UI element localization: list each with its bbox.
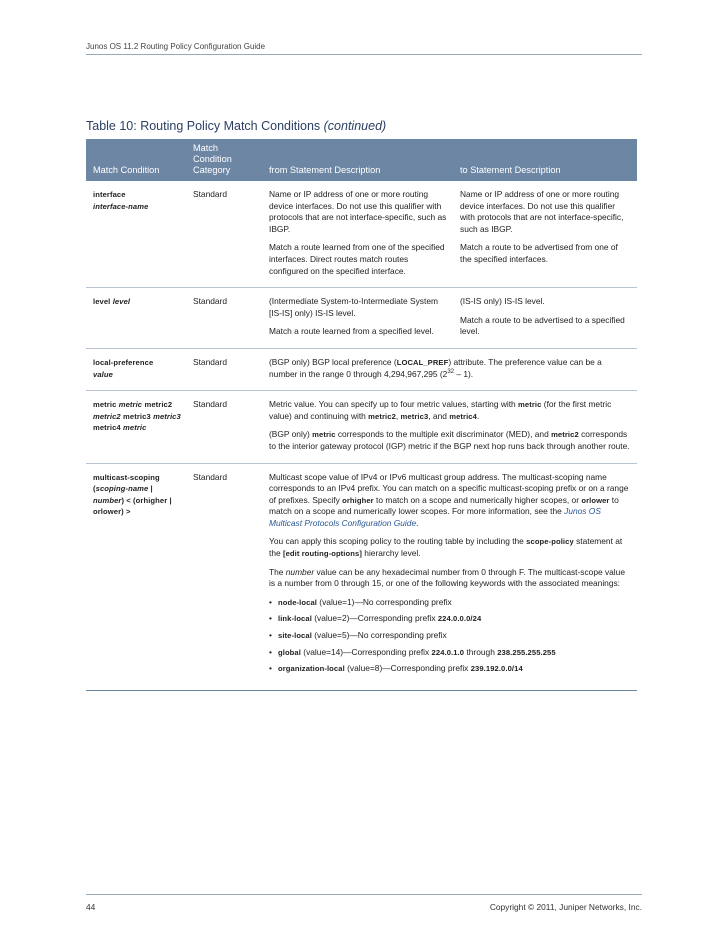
match-condition-cell [86, 181, 187, 288]
description-cell [263, 463, 637, 690]
scope-keyword: node-local [278, 597, 317, 607]
desc-keyword: metric2 [368, 411, 396, 421]
list-item [269, 647, 631, 659]
desc-keyword: metric4 [449, 411, 477, 421]
desc-text: You can apply this scoping policy to the routing table by including the [269, 536, 527, 547]
desc-italic: number [285, 566, 315, 577]
from-description-cell [263, 288, 454, 349]
scope-keyword: organization-local [278, 664, 345, 674]
condition-argument: metric2 [93, 411, 121, 421]
desc-text: – 1). [454, 368, 474, 379]
table-row-interface [86, 181, 637, 288]
condition-argument: interface-name [93, 201, 149, 211]
category-cell: Standard [187, 348, 263, 390]
desc-keyword: LOCAL_PREF [396, 357, 449, 367]
footer-rule [86, 894, 642, 895]
category-cell: Standard [187, 463, 263, 690]
scope-keyword: global [278, 647, 301, 657]
desc-text: corresponds to the multiple exit discriminator (MED), and [335, 429, 552, 440]
list-item [269, 663, 631, 675]
condition-syntax: ( [93, 484, 96, 494]
from-description-cell [263, 181, 454, 288]
desc-text: , [395, 410, 401, 421]
scope-text: (value=5)—No corresponding prefix [311, 630, 447, 641]
scope-text: (value=8)—Corresponding prefix [344, 663, 471, 674]
col-header-to-description: to Statement Description [454, 139, 637, 181]
header-rule [86, 54, 642, 55]
desc-superscript: 32 [447, 368, 455, 375]
condition-keyword: metric3 [123, 411, 151, 421]
running-header: Junos OS 11.2 Routing Policy Configuration Guide [86, 42, 266, 51]
desc-keyword: [edit routing-options] [282, 549, 362, 559]
desc-keyword: orhigher [342, 495, 374, 505]
table-title-text: Table 10: Routing Policy Match Conditions [86, 119, 321, 133]
scope-value-list [269, 597, 631, 675]
category-cell: Standard [187, 181, 263, 288]
desc-keyword: metric2 [551, 430, 579, 440]
desc-text: , and [428, 410, 450, 421]
col-header-from-description: from Statement Description [263, 139, 454, 181]
desc-text: value can be any hexadecimal number from 0 through F. The multicast-scope value is a number from 0 through 15, or one of the following keywords with the associated meanings: [269, 566, 625, 589]
condition-argument: metric [123, 423, 147, 433]
condition-argument: value [93, 369, 113, 379]
description-cell [263, 348, 637, 390]
scope-keyword: site-local [278, 631, 312, 641]
page-number: 44 [86, 902, 96, 912]
scope-text: (value=14)—Corresponding prefix [300, 646, 432, 657]
scope-prefix: 224.0.0.0/24 [437, 614, 482, 624]
scope-text: (value=2)—Corresponding prefix [311, 613, 438, 624]
table-row-level [86, 288, 637, 349]
to-description-cell [454, 181, 637, 288]
desc-text: corresponds to the interior gateway protocol (IGP) metric if the BGP next hop runs back through another route. [269, 429, 630, 451]
from-paragraph: Name or IP address of one or more routing device interfaces. Do not use this qualifier with protocols that are not interface-specific, such as IBGP. [269, 189, 447, 234]
from-paragraph: Match a route learned from one of the specified interfaces. Direct routes match routes configured on the specified interface. [269, 242, 445, 276]
from-paragraph: (Intermediate System-to-Intermediate System [IS-IS] only) IS-IS level. [269, 296, 438, 318]
desc-keyword: scope-policy [526, 537, 574, 547]
desc-paragraph [269, 536, 631, 559]
match-condition-cell [86, 288, 187, 349]
condition-argument: metric [118, 400, 143, 410]
desc-text: ) attribute. The preference value can be a number in the range 0 through 4,294,967,295 (2 [269, 356, 602, 379]
to-paragraph: Match a route to be advertised from one of the specified interfaces. [460, 242, 618, 264]
desc-paragraph [269, 399, 631, 422]
to-paragraph: Match a route to be advertised to a specified level. [460, 314, 625, 337]
desc-text: hierarchy level. [361, 548, 421, 559]
condition-argument: metric3 [153, 411, 181, 421]
condition-argument: number [93, 495, 122, 505]
desc-text: to match on a scope and numerically lower scopes. For more information, see the [269, 494, 619, 517]
scope-prefix: 238.255.255.255 [497, 647, 556, 657]
condition-keyword: metric4 [93, 423, 121, 433]
to-paragraph: Name or IP address of one or more routing device interfaces. Do not use this qualifier with protocols that are not interface-specific, such as IBGP. [460, 189, 624, 234]
scope-prefix: 224.0.1.0 [431, 647, 465, 657]
scope-text: (value=1)—No corresponding prefix [316, 596, 452, 607]
desc-text: Multicast scope value of IPv4 or IPv6 multicast group address. The multicast-scoping name corresponds to an IPv4 prefix. You can match on a specific multicast-scoping prefix or on a range of prefixes. Specify [269, 471, 629, 505]
table-title [86, 119, 386, 133]
match-condition-cell [86, 348, 187, 390]
desc-paragraph [269, 429, 631, 452]
desc-keyword: metric3 [400, 411, 429, 421]
condition-syntax: ) < (orhigher | orlower) > [93, 495, 172, 517]
col-header-category: Match Condition Category [187, 139, 263, 181]
desc-keyword: metric [518, 400, 542, 410]
match-conditions-table [86, 139, 637, 691]
from-paragraph: Match a route learned from a specified level. [269, 326, 434, 337]
list-item [269, 597, 631, 609]
category-cell: Standard [187, 391, 263, 463]
condition-keyword: level [93, 297, 111, 307]
scope-text: through [464, 646, 498, 657]
scope-prefix: 239.192.0.0/14 [470, 664, 523, 674]
condition-keyword: metric2 [144, 400, 173, 410]
desc-text: (BGP only) BGP local preference ( [269, 356, 397, 367]
condition-keyword: metric [93, 400, 117, 410]
list-item [269, 630, 631, 642]
condition-argument: level [112, 297, 131, 307]
table-row-metric [86, 391, 637, 463]
desc-text: (BGP only) [269, 429, 313, 440]
desc-text: Metric value. You can specify up to four metric values, starting with [269, 399, 519, 410]
desc-paragraph [269, 472, 631, 530]
category-cell: Standard [187, 288, 263, 349]
desc-text: (for the first metric value) and continuing with [269, 399, 612, 421]
to-description-cell [454, 288, 637, 349]
scope-keyword: link-local [278, 614, 312, 624]
table-row-local-preference [86, 348, 637, 390]
desc-keyword: orlower [581, 495, 610, 505]
desc-keyword: metric [312, 430, 336, 440]
to-paragraph: (IS-IS only) IS-IS level. [460, 296, 545, 307]
table-header-row [86, 139, 637, 181]
condition-keyword: interface [93, 190, 126, 199]
match-condition-cell [86, 463, 187, 690]
copyright: Copyright © 2011, Juniper Networks, Inc. [489, 902, 642, 912]
condition-syntax: | [148, 484, 153, 494]
condition-keyword: local-preference [93, 357, 154, 367]
condition-argument: scoping-name [95, 484, 149, 494]
table-title-suffix: (continued) [323, 119, 387, 133]
condition-keyword: multicast-scoping [93, 472, 160, 482]
desc-text: . [416, 517, 419, 528]
match-condition-cell [86, 391, 187, 463]
desc-text: . [476, 410, 480, 421]
description-cell [263, 391, 637, 463]
desc-text: to match on a scope and numerically higher scopes, or [373, 494, 582, 505]
multicast-guide-link[interactable]: Junos OS Multicast Protocols Configuration Guide [269, 506, 601, 528]
desc-text: The [269, 566, 286, 577]
desc-paragraph [269, 567, 631, 590]
desc-text: statement at the [269, 536, 623, 559]
col-header-match-condition: Match Condition [86, 139, 187, 181]
list-item [269, 613, 631, 625]
table-row-multicast-scoping [86, 463, 637, 690]
